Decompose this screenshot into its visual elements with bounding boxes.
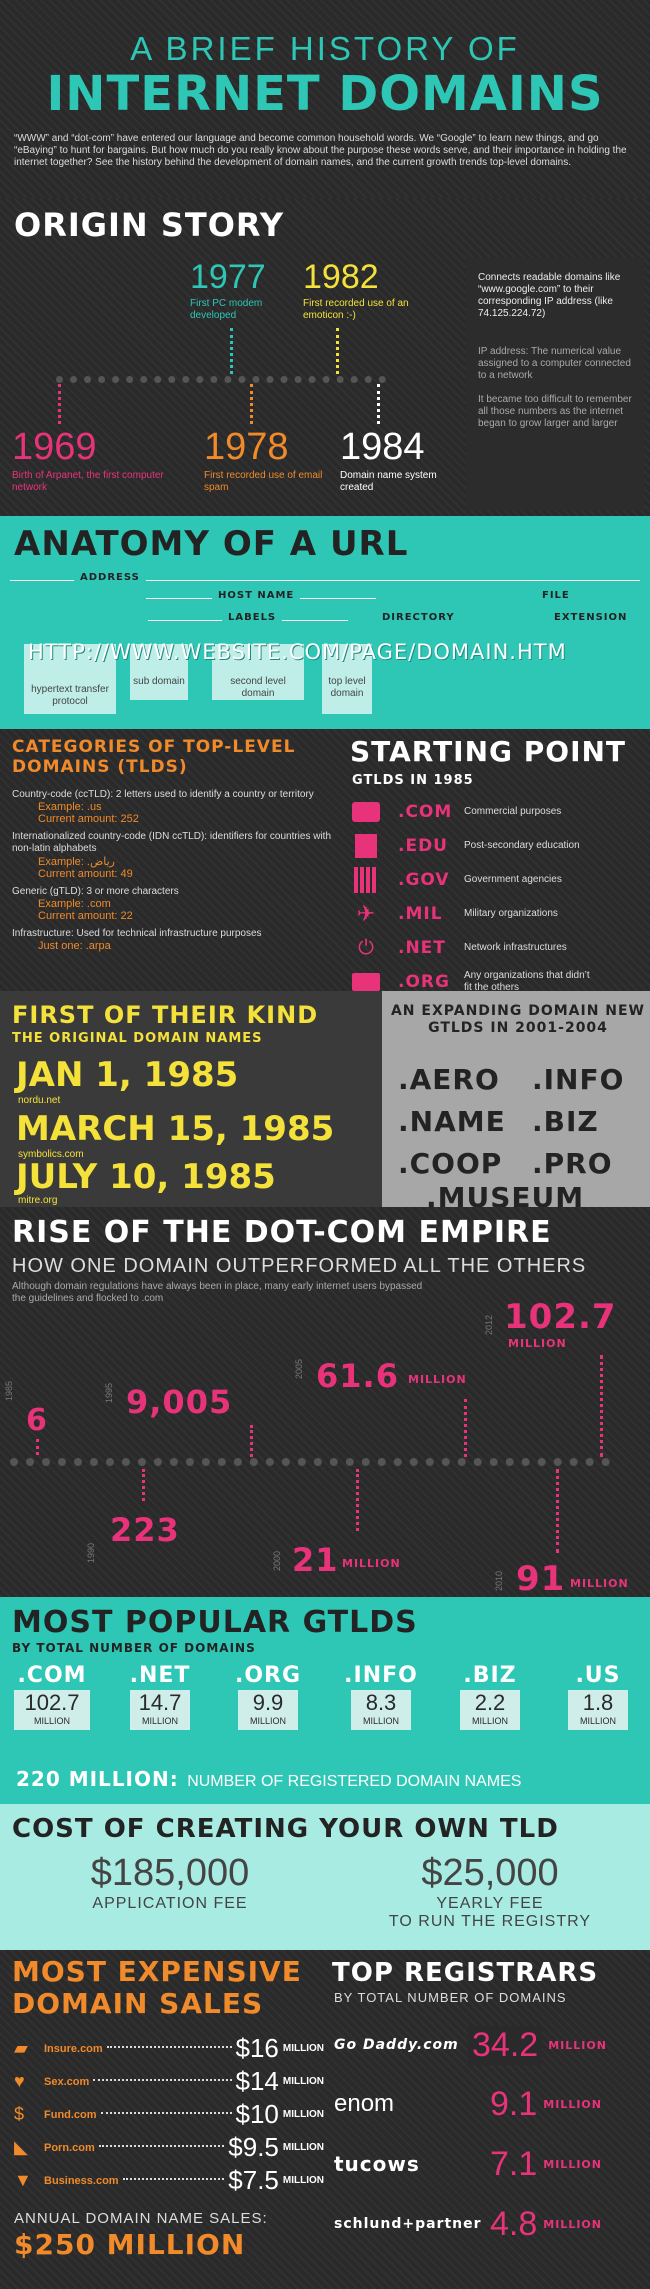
gtld-unit: MILLION <box>249 1716 286 1726</box>
dotted-leader <box>93 2079 231 2081</box>
cost-application <box>40 1852 300 1913</box>
rise-connector <box>600 1355 603 1457</box>
event-1978-year: 1978 <box>204 426 289 468</box>
sale-row <box>14 2164 324 2197</box>
rise-connector <box>36 1439 39 1455</box>
gtld-value-box <box>130 1690 190 1730</box>
cost-application-label: APPLICATION FEE <box>92 1895 248 1912</box>
rise-unit: MILLION <box>570 1577 629 1590</box>
rise-timeline <box>10 1458 610 1466</box>
money-icon: $ <box>14 2104 25 2124</box>
extension-label: EXTENSION <box>554 612 628 623</box>
registrar-row <box>334 2194 644 2254</box>
event-1984-desc: Domain name system created <box>340 470 437 493</box>
annual-sales-label: ANNUAL DOMAIN NAME SALES: <box>14 2210 268 2227</box>
registrar-row <box>334 2074 644 2134</box>
expand-panel <box>382 991 650 1207</box>
gtld-1985-row <box>352 829 642 863</box>
title-line1: A BRIEF HISTORY OF <box>130 30 520 67</box>
category-example: Example: .رياض <box>38 856 115 868</box>
expand-tld-biz: .BIZ <box>532 1105 599 1138</box>
registrar-value: 9.1 <box>490 2084 538 2123</box>
dns-panel <box>466 258 644 510</box>
categories-list <box>12 789 342 952</box>
annual-sales-value: $250 MILLION <box>14 2228 246 2261</box>
gtld-value: 8.3 <box>365 1690 397 1715</box>
categories-heading: CATEGORIES OF TOP-LEVEL DOMAINS (TLDS) <box>12 737 296 777</box>
rise-heading: RISE OF THE DOT-COM EMPIRE <box>12 1215 552 1250</box>
rise-connector <box>356 1469 359 1531</box>
gtld-1985-tld: .ORG <box>398 972 450 991</box>
category-amount: Current amount: 22 <box>38 910 133 922</box>
tie-icon: ▼ <box>14 2170 32 2190</box>
event-1982-year: 1982 <box>303 258 379 296</box>
category-item <box>12 928 342 952</box>
cost-heading: COST OF CREATING YOUR OWN TLD <box>12 1814 559 1844</box>
gtld-item <box>120 1663 200 1730</box>
event-1978-desc: First recorded use of email spam <box>204 470 323 493</box>
gtld-name: .BIZ <box>463 1663 517 1688</box>
event-1977-desc: First PC modem developed <box>190 298 263 321</box>
rise-year: 2000 <box>272 1550 282 1571</box>
first-domain-1: nordu.net <box>18 1095 61 1106</box>
part-label-second-level: second level domain <box>230 676 286 699</box>
gtld-item <box>558 1663 638 1730</box>
gtld-1985-row <box>352 931 642 965</box>
gtld-item <box>12 1663 92 1730</box>
first-domain-3: mitre.org <box>18 1195 58 1206</box>
rise-value: 9,005 <box>126 1383 233 1421</box>
sale-row <box>14 2098 324 2131</box>
gtld-unit: MILLION <box>33 1716 70 1726</box>
category-desc: Internationalized country-code (IDN ccTLD): identifiers for countries with non-latin alphabets <box>12 831 332 854</box>
gtld-1985-tld: .MIL <box>398 904 443 924</box>
event-1982-desc: First recorded use of an emoticon :-) <box>303 298 409 321</box>
first-section <box>0 991 650 1207</box>
gtld-item <box>450 1663 530 1730</box>
heel-icon: ◣ <box>14 2137 28 2157</box>
expand-tld-aero: .AERO <box>398 1063 500 1096</box>
event-1978-connector <box>250 384 253 424</box>
sales-section <box>0 1950 650 2289</box>
categories-section <box>0 729 650 991</box>
gtld-value-box <box>568 1690 628 1730</box>
cost-section <box>0 1804 650 1950</box>
category-amount: Current amount: 49 <box>38 868 133 880</box>
rise-value: 6 <box>26 1403 48 1438</box>
registrar-unit: MILLION <box>543 2097 602 2111</box>
sale-value: $16 <box>235 2033 279 2063</box>
sale-unit: MILLION <box>282 2076 324 2087</box>
event-1969-desc: Birth of Arpanet, the first computer network <box>12 470 164 493</box>
book-icon <box>355 834 377 858</box>
rise-section <box>0 1207 650 1597</box>
sale-name: Porn.com <box>44 2141 95 2154</box>
url-section <box>0 516 650 729</box>
sale-unit: MILLION <box>282 2043 324 2054</box>
gtld-total <box>16 1767 521 1791</box>
gtld-total-value: 220 MILLION: <box>16 1767 179 1791</box>
rise-unit: MILLION <box>508 1337 567 1350</box>
directory-label: DIRECTORY <box>382 612 455 623</box>
intro-text: “WWW” and “dot-com” have entered our language and become common household words. We “Google” to learn new things, and go “eBaying” to hunt for bargains. But how much do you really know about the purpose these words serve, and their importance in holding the internet together? See the history behind the development of domain names, and the current growth trends top-level domains. <box>14 133 627 168</box>
gtld-unit: MILLION <box>471 1716 508 1726</box>
url-string-overlay: HTTP://WWW.WEBSITE.COM/PAGE/DOMAIN.HTM <box>28 640 567 664</box>
gtld-name: .COM <box>17 1663 87 1688</box>
starting-point-heading: STARTING POINT <box>350 735 627 768</box>
building-icon <box>354 867 378 893</box>
rise-desc: Although domain regulations have always been in place, many early internet users bypassed the guidelines and flocked to .com <box>12 1281 423 1304</box>
timeline-line <box>56 376 386 383</box>
event-1984-year: 1984 <box>340 426 425 468</box>
origin-section <box>0 198 650 516</box>
gtld-1985-tld: .COM <box>398 802 453 822</box>
gtld-total-label: NUMBER OF REGISTERED DOMAIN NAMES <box>187 1773 522 1790</box>
gtld-value: 2.2 <box>474 1690 506 1715</box>
category-item <box>12 789 342 825</box>
truck-icon <box>352 973 380 991</box>
registrar-logo: tucows <box>334 2152 420 2176</box>
category-desc: Infrastructure: Used for technical infrastructure purposes <box>12 928 262 939</box>
gtld-1985-tld: .GOV <box>398 870 450 890</box>
sale-row <box>14 2032 324 2065</box>
sale-name: Sex.com <box>44 2075 90 2088</box>
rise-year: 2005 <box>294 1358 304 1379</box>
gtld-1985-desc: Any organizations that didn’t fit the others <box>464 970 590 991</box>
gtld-1985-row <box>352 795 642 829</box>
gtld-1985-desc: Government agencies <box>464 874 562 885</box>
rise-value: 21 <box>292 1541 339 1579</box>
gtld-item <box>228 1663 308 1730</box>
dns-panel-text-1: Connects readable domains like “www.google.com” to their corresponding IP address (like 74.125.224.72) <box>478 272 621 319</box>
event-1969-year: 1969 <box>12 426 97 468</box>
event-1969-connector <box>58 384 61 424</box>
first-date-3: JULY 10, 1985 <box>16 1157 276 1197</box>
gtld-unit: MILLION <box>141 1716 178 1726</box>
address-label: ADDRESS <box>74 572 146 583</box>
rise-connector <box>250 1425 253 1457</box>
part-label-top-level: top level domain <box>328 676 366 699</box>
part-label-protocol: hypertext transfer protocol <box>31 684 109 707</box>
gtld-value-box <box>460 1690 520 1730</box>
gtld-1985-row <box>352 897 642 931</box>
category-desc: Generic (gTLD): 3 or more characters <box>12 886 179 897</box>
gtld-section <box>0 1597 650 1804</box>
rise-connector <box>142 1469 145 1501</box>
starting-point-sub: GTLDS IN 1985 <box>352 773 474 788</box>
registrar-row <box>334 2016 644 2074</box>
category-desc: Country-code (ccTLD): 2 letters used to identify a country or territory <box>12 789 314 800</box>
rise-year: 1985 <box>4 1380 14 1401</box>
rise-value: 102.7 <box>504 1297 617 1337</box>
expand-heading: AN EXPANDING DOMAIN NEW GTLDS IN 2001-2004 <box>390 1003 646 1036</box>
file-label: FILE <box>536 590 576 601</box>
gtld-1985-row <box>352 965 642 991</box>
dotted-leader <box>123 2178 225 2180</box>
gtld-name: .ORG <box>234 1663 302 1688</box>
gtld-1985-tld: .NET <box>398 938 446 958</box>
registrar-row <box>334 2134 644 2194</box>
sale-name: Insure.com <box>44 2042 103 2055</box>
category-item <box>12 831 342 880</box>
gtld-1985-list <box>352 795 642 991</box>
rise-unit: MILLION <box>342 1557 401 1570</box>
first-panel <box>0 991 382 1207</box>
sale-row <box>14 2131 324 2164</box>
rise-year: 2012 <box>484 1314 494 1335</box>
category-example: Just one: .arpa <box>38 940 111 952</box>
gtld-1985-desc: Post-secondary education <box>464 840 580 851</box>
gtld-name: .US <box>575 1663 621 1688</box>
registrars-sub: BY TOTAL NUMBER OF DOMAINS <box>334 1990 567 2005</box>
plane-icon: ✈ <box>356 901 376 926</box>
rise-unit: MILLION <box>408 1373 467 1386</box>
first-date-1: JAN 1, 1985 <box>16 1055 239 1095</box>
event-1977-connector <box>230 328 233 374</box>
rise-value: 61.6 <box>316 1357 399 1395</box>
gtld-sub: BY TOTAL NUMBER OF DOMAINS <box>12 1641 256 1655</box>
first-date-2: MARCH 15, 1985 <box>16 1109 335 1149</box>
title-section <box>0 0 650 198</box>
cost-yearly-label-1: YEARLY FEE <box>436 1895 544 1912</box>
first-heading: FIRST OF THEIR KIND <box>12 1001 319 1029</box>
cost-application-value: $185,000 <box>90 1852 250 1894</box>
gtld-1985-desc: Commercial purposes <box>464 806 562 817</box>
sale-value: $10 <box>235 2099 279 2129</box>
gtld-1985-desc: Network infrastructures <box>464 942 567 953</box>
expand-tld-museum: .MUSEUM <box>426 1181 585 1207</box>
registrar-unit: MILLION <box>543 2157 602 2171</box>
cost-yearly-value: $25,000 <box>421 1852 559 1894</box>
gtld-1985-desc: Military organizations <box>464 908 558 919</box>
rise-sub: HOW ONE DOMAIN OUTPERFORMED ALL THE OTHERS <box>12 1255 587 1277</box>
event-1977-year: 1977 <box>190 258 266 296</box>
rise-year: 1995 <box>104 1382 114 1403</box>
part-label-subdomain: sub domain <box>133 676 185 687</box>
gtld-unit: MILLION <box>362 1716 399 1726</box>
origin-heading: ORIGIN STORY <box>14 206 284 244</box>
labels-label: LABELS <box>222 612 282 623</box>
sale-value: $7.5 <box>228 2165 279 2195</box>
category-amount: Current amount: 252 <box>38 813 139 825</box>
category-example: Example: .us <box>38 801 102 813</box>
cost-yearly <box>360 1852 620 1931</box>
category-item <box>12 886 342 922</box>
gtld-1985-tld: .EDU <box>398 836 448 856</box>
sale-name: Fund.com <box>44 2108 97 2121</box>
event-1984-connector <box>377 384 380 424</box>
gtld-heading: MOST POPULAR GTLDS <box>12 1605 418 1640</box>
registrar-logo: enom <box>334 2090 395 2117</box>
car-icon: ▰ <box>14 2038 28 2058</box>
gtld-value: 1.8 <box>582 1690 614 1715</box>
briefcase-icon <box>352 802 380 822</box>
sale-name: Business.com <box>44 2174 119 2187</box>
sales-list <box>14 2032 324 2197</box>
gtld-value-box <box>351 1690 411 1730</box>
sale-value: $9.5 <box>228 2132 279 2162</box>
rise-year: 2010 <box>494 1570 504 1591</box>
rise-connector <box>464 1399 467 1457</box>
dotted-leader <box>99 2145 225 2147</box>
sale-value: $14 <box>235 2066 279 2096</box>
heart-icon: ♥ <box>14 2071 25 2091</box>
sales-heading-2: DOMAIN SALES <box>12 1987 264 2020</box>
dns-panel-text-2: IP address: The numerical value assigned to a computer connected to a network <box>478 346 631 381</box>
sale-unit: MILLION <box>282 2109 324 2120</box>
gtld-unit: MILLION <box>579 1716 616 1726</box>
url-heading: ANATOMY OF A URL <box>14 524 409 564</box>
gtld-value-box <box>238 1690 298 1730</box>
rise-value: 223 <box>110 1511 180 1549</box>
rise-year: 1990 <box>86 1542 96 1563</box>
sales-heading-1: MOST EXPENSIVE <box>12 1955 302 1988</box>
registrars-heading: TOP REGISTRARS <box>332 1958 599 1988</box>
dotted-leader <box>101 2112 232 2114</box>
sale-unit: MILLION <box>282 2142 324 2153</box>
dotted-leader <box>107 2046 232 2048</box>
hostname-label: HOST NAME <box>212 590 300 601</box>
first-domain-2: symbolics.com <box>18 1149 84 1160</box>
expand-tld-name: .NAME <box>398 1105 506 1138</box>
title-line2: INTERNET DOMAINS <box>46 66 604 122</box>
gtld-name: .NET <box>129 1663 191 1688</box>
registrar-value: 34.2 <box>468 2026 542 2065</box>
registrar-unit: MILLION <box>548 2038 607 2052</box>
sale-row <box>14 2065 324 2098</box>
gtld-value: 14.7 <box>138 1690 182 1715</box>
gtld-name: .INFO <box>344 1663 418 1688</box>
registrar-logo: schlund+partner <box>334 2216 482 2232</box>
registrar-unit: MILLION <box>543 2217 602 2231</box>
category-example: Example: .com <box>38 898 111 910</box>
sale-unit: MILLION <box>282 2175 324 2186</box>
gtld-value-box <box>14 1690 90 1730</box>
registrar-value: 7.1 <box>490 2144 538 2183</box>
event-1982-connector <box>336 328 339 374</box>
rise-connector <box>556 1469 559 1553</box>
dns-panel-text-3: It became too difficult to remember all those numbers as the internet began to grow larger and larger <box>478 394 632 429</box>
expand-tld-pro: .PRO <box>532 1147 613 1180</box>
gtld-value: 9.9 <box>252 1690 284 1715</box>
sales-heading <box>12 1956 302 2020</box>
cost-yearly-label-2: TO RUN THE REGISTRY <box>388 1913 592 1930</box>
plug-icon: ⏻ <box>358 936 374 959</box>
expand-tld-info: .INFO <box>532 1063 625 1096</box>
gtld-1985-row <box>352 863 642 897</box>
registrar-logo: Go Daddy.com <box>334 2037 459 2053</box>
rise-value: 91 <box>516 1559 566 1597</box>
gtld-value: 102.7 <box>24 1690 80 1715</box>
registrars-list <box>334 2016 644 2254</box>
expand-tld-coop: .COOP <box>398 1147 503 1180</box>
gtld-item <box>336 1663 426 1730</box>
first-sub: THE ORIGINAL DOMAIN NAMES <box>12 1031 263 1046</box>
registrar-value: 4.8 <box>490 2204 538 2243</box>
